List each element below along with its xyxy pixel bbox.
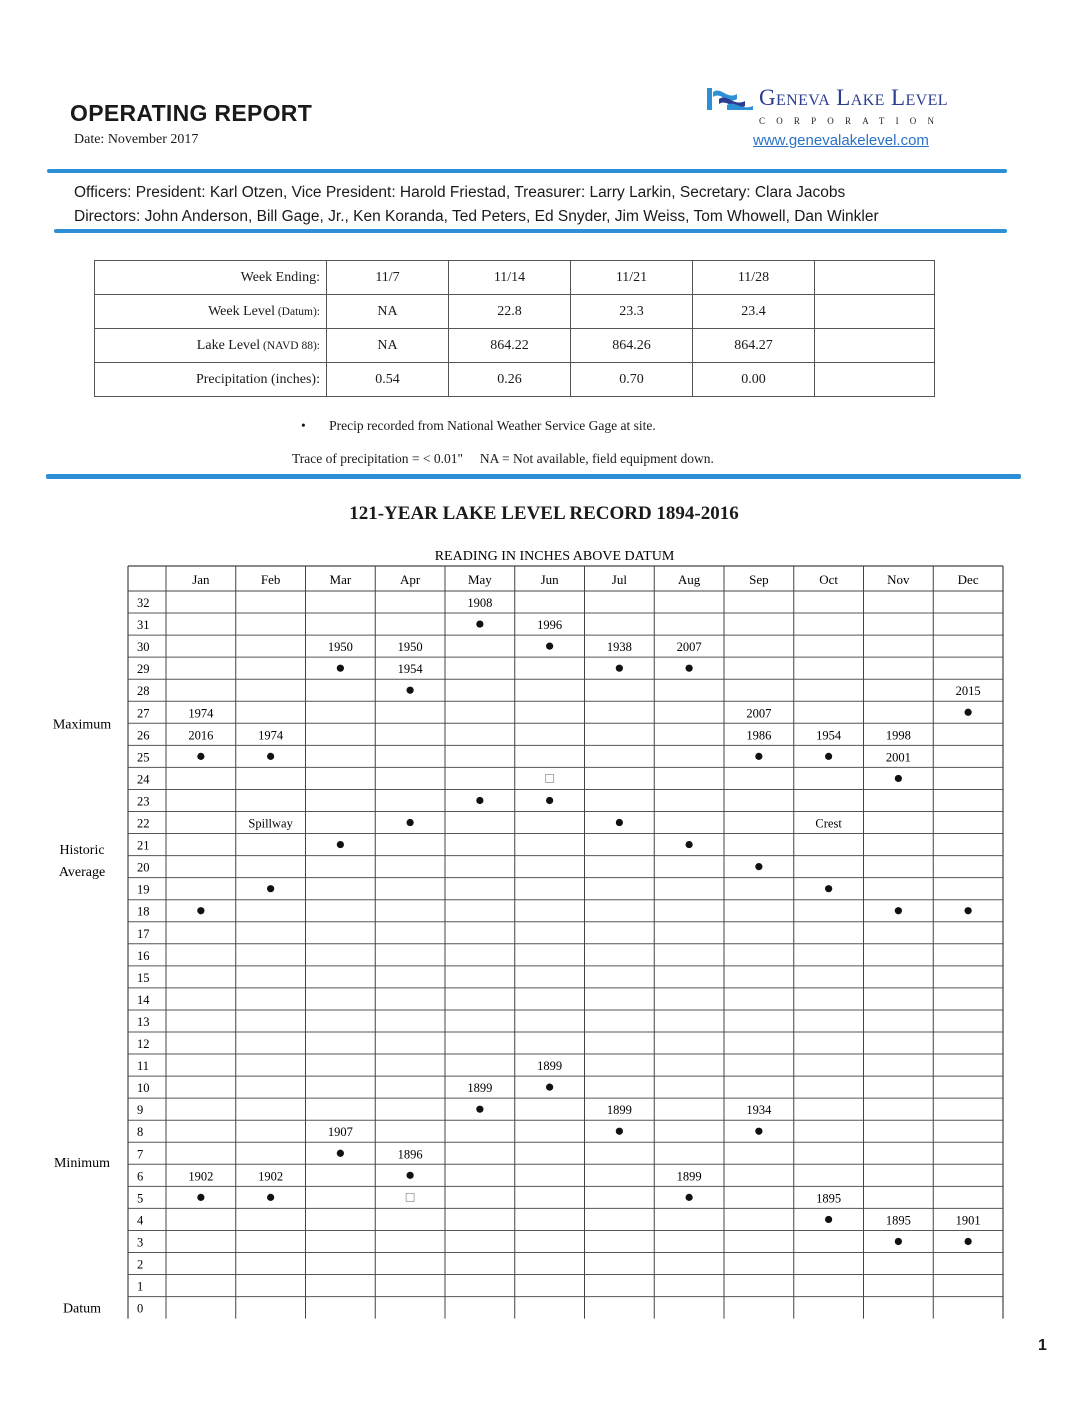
average-dot — [965, 907, 972, 914]
table-cell: 23.3 — [571, 295, 693, 329]
table-cell: 22.8 — [449, 295, 571, 329]
level-label: 30 — [137, 640, 150, 655]
chart-annotation: Crest — [815, 816, 842, 831]
level-label: 16 — [137, 948, 150, 963]
average-dot — [546, 797, 553, 804]
row-label-text: Lake Level — [196, 337, 261, 353]
max-record-year: 1974 — [188, 706, 214, 721]
month-header: Oct — [819, 572, 839, 587]
month-header: Aug — [677, 572, 701, 587]
row-label-text: Week Ending: — [240, 269, 320, 285]
max-record-dot — [825, 753, 832, 760]
average-dot — [337, 841, 344, 848]
average-dot — [686, 841, 693, 848]
max-record-dot — [197, 753, 204, 760]
month-header: Nov — [887, 572, 910, 587]
min-record-dot — [337, 1150, 344, 1157]
max-record-year: 1938 — [606, 640, 632, 655]
level-label: 6 — [137, 1169, 144, 1184]
level-label: 9 — [137, 1103, 144, 1118]
level-label: 5 — [137, 1191, 144, 1206]
max-record-dot — [267, 753, 274, 760]
row-label-text: Week Level — [208, 303, 275, 319]
month-header: Dec — [957, 572, 979, 587]
precip-note-text: Precip recorded from National Weather Service Gage at site. — [329, 418, 656, 433]
max-record-dot — [895, 775, 902, 782]
min-record-dot — [895, 1238, 902, 1245]
side-label: Maximum — [52, 717, 112, 733]
table-cell: 864.22 — [449, 329, 571, 363]
report-title: OPERATING REPORT — [70, 100, 313, 126]
level-label: 11 — [137, 1059, 150, 1074]
min-record-dot — [407, 1172, 414, 1179]
trace-note: Trace of precipitation = < 0.01" NA = Not available, field equipment down. — [292, 451, 714, 466]
month-header: Mar — [329, 572, 352, 587]
level-label: 28 — [137, 684, 150, 699]
row-label-unit: (NAVD 88): — [260, 339, 320, 352]
month-header: Jan — [192, 572, 210, 587]
row-label-text: Precipitation (inches): — [195, 371, 320, 387]
average-dot — [197, 907, 204, 914]
table-cell: 0.70 — [571, 363, 693, 397]
average-dot — [825, 885, 832, 892]
level-label: 27 — [137, 706, 150, 721]
month-header: Sep — [749, 572, 769, 587]
min-record-dot — [546, 1084, 553, 1091]
table-cell: 11/7 — [327, 261, 449, 295]
max-record-year: 2015 — [955, 684, 981, 699]
average-dot — [476, 797, 483, 804]
month-header: Jul — [611, 572, 627, 587]
level-label: 4 — [137, 1213, 144, 1228]
min-record-dot — [755, 1128, 762, 1135]
max-record-year: 1986 — [746, 728, 772, 743]
min-record-year: 1899 — [467, 1081, 493, 1096]
level-label: 29 — [137, 662, 150, 677]
max-record-year: 1974 — [258, 728, 284, 743]
table-cell: 11/28 — [693, 261, 815, 295]
average-dot — [895, 907, 902, 914]
month-header: Apr — [400, 572, 421, 587]
min-record-year: 1934 — [746, 1103, 772, 1118]
max-record-dot — [407, 687, 414, 694]
level-label: 24 — [137, 772, 150, 787]
table-cell: 0.26 — [449, 363, 571, 397]
level-label: 25 — [137, 750, 150, 765]
table-cell: 11/21 — [571, 261, 693, 295]
logo-subtitle: CORPORATION — [759, 116, 946, 126]
min-record-year: 1899 — [676, 1169, 702, 1184]
max-record-year: 1950 — [397, 640, 423, 655]
level-label: 26 — [137, 728, 150, 743]
min-record-year: 1899 — [606, 1103, 632, 1118]
website-link[interactable]: www.genevalakelevel.com — [753, 132, 929, 149]
level-label: 22 — [137, 816, 150, 831]
level-label: 21 — [137, 838, 150, 853]
bullet: • — [301, 418, 306, 433]
max-record-year: 1998 — [885, 728, 911, 743]
level-label: 2 — [137, 1257, 144, 1272]
table-cell: NA — [327, 329, 449, 363]
min-record-year: 1902 — [188, 1169, 214, 1184]
max-record-year: 1908 — [467, 596, 493, 611]
level-label: 15 — [137, 970, 150, 985]
level-label: 23 — [137, 794, 150, 809]
min-record-dot — [616, 1128, 623, 1135]
page-number: 1 — [1038, 1337, 1047, 1354]
min-record-year: 1907 — [327, 1125, 353, 1140]
level-label: 32 — [137, 596, 150, 611]
max-record-year: 2007 — [676, 640, 702, 655]
min-record-year: 1899 — [537, 1059, 563, 1074]
level-label: 17 — [137, 926, 150, 941]
level-label: 19 — [137, 882, 150, 897]
max-record-dot — [616, 665, 623, 672]
month-header: Jun — [540, 572, 559, 587]
record-chart-title: 121-YEAR LAKE LEVEL RECORD 1894-2016 — [349, 503, 739, 524]
level-label: 20 — [137, 860, 150, 875]
max-record-dot — [965, 709, 972, 716]
min-record-year: 1896 — [397, 1147, 423, 1162]
min-record-dot — [825, 1216, 832, 1223]
max-record-dot — [337, 665, 344, 672]
level-label: 3 — [137, 1235, 144, 1250]
level-label: 10 — [137, 1081, 150, 1096]
table-cell: 864.26 — [571, 329, 693, 363]
average-dot — [616, 819, 623, 826]
min-record-dot — [686, 1194, 693, 1201]
table-cell: 0.54 — [327, 363, 449, 397]
average-dot — [267, 885, 274, 892]
side-label: Average — [58, 865, 106, 881]
table-cell: 864.27 — [693, 329, 815, 363]
level-label: 1 — [137, 1279, 144, 1294]
table-cell: 11/14 — [449, 261, 571, 295]
max-record-year: 2007 — [746, 706, 772, 721]
side-label: Historic — [59, 842, 105, 858]
min-record-dot — [965, 1238, 972, 1245]
open-marker — [406, 1193, 414, 1201]
month-header: May — [467, 572, 492, 587]
min-record-year: 1902 — [258, 1169, 284, 1184]
table-cell: 23.4 — [693, 295, 815, 329]
chart-subtitle: READING IN INCHES ABOVE DATUM — [434, 549, 675, 564]
min-record-dot — [197, 1194, 204, 1201]
max-record-year: 1954 — [397, 662, 423, 677]
report-date: Date: November 2017 — [74, 132, 199, 147]
max-record-dot — [476, 620, 483, 627]
level-label: 8 — [137, 1125, 144, 1140]
max-record-year: 1996 — [537, 618, 563, 633]
max-record-year: 1954 — [816, 728, 842, 743]
open-marker — [546, 774, 554, 782]
side-label: Datum — [62, 1301, 102, 1317]
level-label: 18 — [137, 904, 150, 919]
directors-line: Directors: John Anderson, Bill Gage, Jr., Ken Koranda, Ted Peters, Ed Snyder, Jim Weiss, Tom Whowell, Dan Winkler — [74, 208, 879, 225]
max-record-year: 2016 — [188, 728, 214, 743]
max-record-year: 1950 — [327, 640, 353, 655]
max-record-dot — [546, 643, 553, 650]
table-cell: 0.00 — [693, 363, 815, 397]
level-label: 12 — [137, 1037, 150, 1052]
chart-annotation: Spillway — [248, 816, 293, 831]
row-label-unit: (Datum): — [274, 305, 320, 318]
logo-name: Geneva Lake Level — [759, 85, 948, 110]
max-record-year: 2001 — [885, 750, 911, 765]
level-label: 7 — [137, 1147, 144, 1162]
min-record-year: 1895 — [885, 1213, 911, 1228]
table-cell: NA — [327, 295, 449, 329]
max-record-dot — [686, 665, 693, 672]
min-record-year: 1901 — [955, 1213, 981, 1228]
average-dot — [407, 819, 414, 826]
min-record-year: 1895 — [816, 1191, 842, 1206]
level-label: 13 — [137, 1014, 150, 1029]
level-label: 14 — [137, 992, 150, 1007]
min-record-dot — [267, 1194, 274, 1201]
month-header: Feb — [260, 572, 281, 587]
level-label: 0 — [137, 1301, 144, 1316]
average-dot — [755, 863, 762, 870]
max-record-dot — [755, 753, 762, 760]
level-label: 31 — [137, 618, 150, 633]
side-label: Minimum — [53, 1156, 111, 1172]
min-record-dot — [476, 1106, 483, 1113]
officers-line: Officers: President: Karl Otzen, Vice President: Harold Friestad, Treasurer: Larry Larkin, Secretary: Clara Jacobs — [74, 184, 846, 201]
